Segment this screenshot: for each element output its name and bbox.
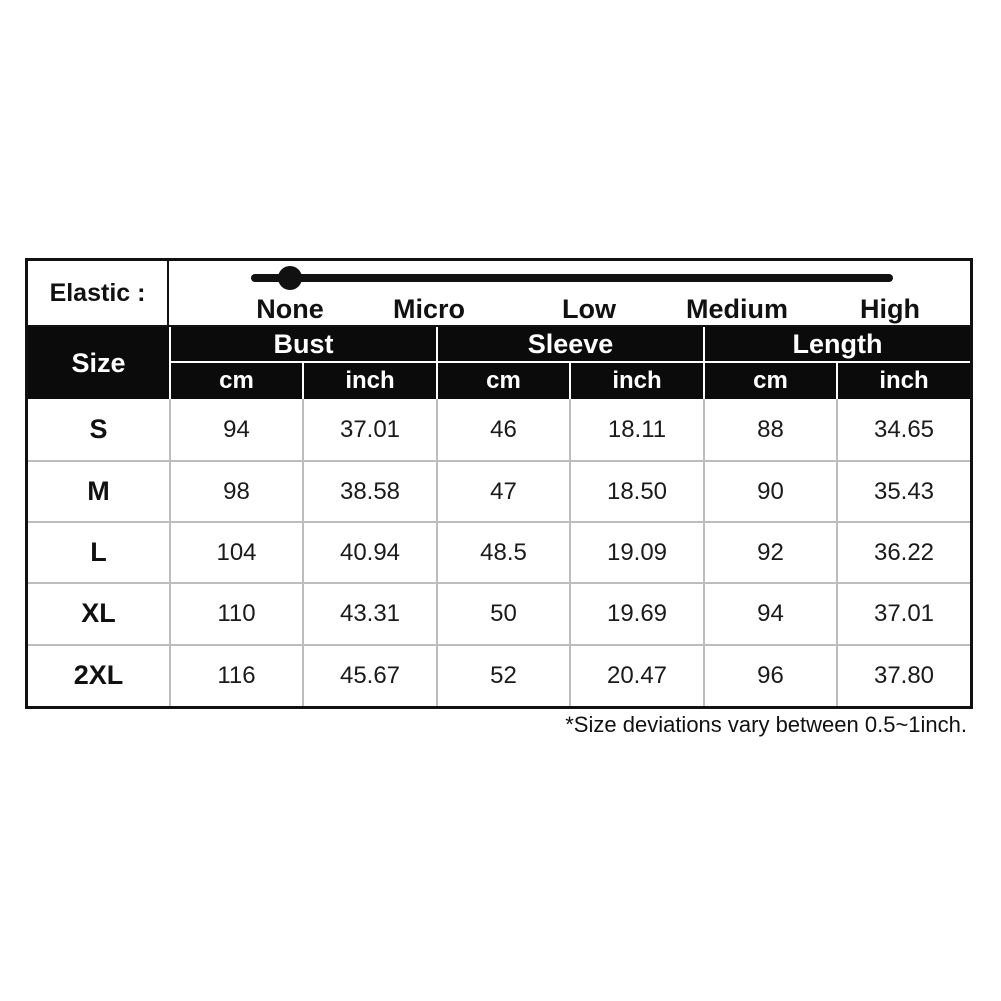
bust-cm-cell: 110: [217, 599, 256, 627]
bust-cm-cell: 104: [216, 538, 257, 566]
length-inch-cell: 37.01: [873, 599, 935, 627]
header-divider: [436, 327, 438, 399]
grid-divider: [569, 399, 571, 706]
elastic-selected-knob: [278, 266, 302, 290]
elastic-row: [28, 261, 970, 327]
size-table-body: [28, 399, 970, 706]
header-sleeve-inch: inch: [612, 367, 662, 394]
bust-inch-cell: 43.31: [339, 599, 401, 627]
header-divider: [836, 362, 838, 399]
length-inch-cell: 36.22: [873, 538, 935, 566]
header-sleeve: Sleeve: [527, 329, 614, 359]
header-length-inch: inch: [879, 367, 929, 394]
elastic-scale-bar: [251, 274, 893, 282]
sleeve-cm-cell: 50: [490, 599, 517, 627]
header-length: Length: [792, 329, 883, 359]
sleeve-inch-cell: 18.11: [607, 415, 667, 443]
sleeve-cm-cell: 52: [490, 661, 517, 689]
bust-inch-cell: 45.67: [339, 661, 401, 689]
length-inch-cell: 34.65: [873, 415, 935, 443]
bust-inch-cell: 40.94: [339, 538, 401, 566]
header-divider: [569, 362, 571, 399]
elastic-scale: [169, 261, 970, 325]
sleeve-cm-cell: 46: [490, 415, 517, 443]
grid-divider: [28, 582, 970, 584]
sleeve-cm-cell: 48.5: [480, 538, 527, 566]
length-cm-cell: 92: [757, 538, 784, 566]
length-cm-cell: 88: [757, 415, 784, 443]
bust-cm-cell: 98: [223, 477, 250, 505]
bust-cm-cell: 116: [217, 661, 256, 689]
size-cell: M: [87, 476, 110, 506]
sleeve-inch-cell: 19.09: [606, 538, 668, 566]
grid-divider: [28, 644, 970, 646]
header-divider: [169, 327, 171, 399]
length-cm-cell: 90: [757, 477, 784, 505]
sleeve-inch-cell: 19.69: [606, 599, 668, 627]
bust-inch-cell: 37.01: [339, 415, 401, 443]
grid-divider: [28, 521, 970, 523]
length-inch-cell: 37.80: [873, 661, 935, 689]
elastic-level-high: High: [860, 294, 920, 324]
length-cm-cell: 96: [757, 661, 784, 689]
table-header: [28, 327, 970, 399]
grid-divider: [302, 399, 304, 706]
header-divider: [703, 327, 705, 399]
elastic-level-none: None: [256, 294, 324, 324]
header-divider: [302, 362, 304, 399]
header-length-cm: cm: [753, 367, 788, 394]
grid-divider: [169, 399, 171, 706]
elastic-label: Elastic :: [28, 261, 169, 325]
elastic-level-low: Low: [562, 294, 616, 324]
size-cell: XL: [81, 598, 116, 628]
header-bust: Bust: [273, 329, 334, 359]
grid-divider: [436, 399, 438, 706]
bust-inch-cell: 38.58: [339, 477, 401, 505]
header-size: Size: [71, 347, 126, 378]
header-bust-inch: inch: [345, 367, 395, 394]
sleeve-cm-cell: 47: [490, 477, 517, 505]
length-cm-cell: 94: [757, 599, 784, 627]
size-cell: S: [89, 414, 108, 444]
grid-divider: [836, 399, 838, 706]
sleeve-inch-cell: 20.47: [606, 661, 668, 689]
header-divider: [169, 361, 970, 363]
size-chart: [25, 258, 973, 709]
size-cell: L: [90, 537, 107, 567]
elastic-level-medium: Medium: [685, 294, 789, 324]
header-sleeve-cm: cm: [486, 367, 521, 394]
length-inch-cell: 35.43: [873, 477, 935, 505]
bust-cm-cell: 94: [223, 415, 250, 443]
sleeve-inch-cell: 18.50: [606, 477, 668, 505]
grid-divider: [28, 460, 970, 462]
size-deviation-footnote: *Size deviations vary between 0.5~1inch.: [565, 712, 967, 737]
header-bust-cm: cm: [219, 367, 254, 394]
grid-divider: [703, 399, 705, 706]
size-cell: 2XL: [73, 660, 124, 690]
elastic-level-micro: Micro: [392, 294, 466, 324]
